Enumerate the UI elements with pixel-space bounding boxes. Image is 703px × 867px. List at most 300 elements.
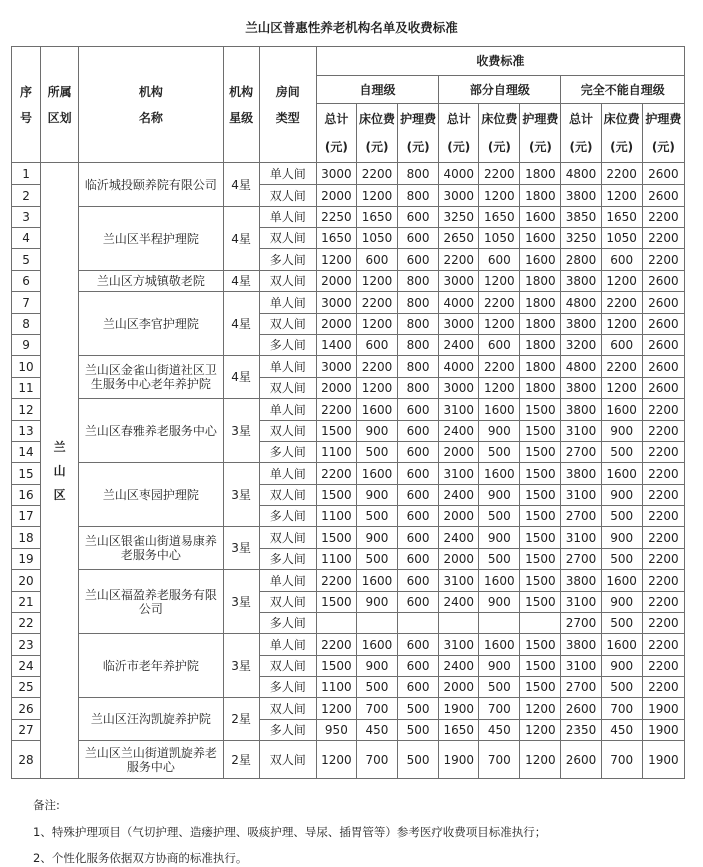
fee-cell: 800 bbox=[398, 335, 439, 356]
fee-cell: 2000 bbox=[316, 271, 356, 292]
fee-cell: 900 bbox=[356, 656, 397, 677]
fee-cell: 2400 bbox=[439, 485, 479, 506]
fee-cell: 2200 bbox=[316, 463, 356, 485]
fee-column-unit: (元) bbox=[406, 140, 430, 154]
institution-name bbox=[79, 634, 223, 698]
room-type: 多人间 bbox=[259, 442, 316, 463]
fee-column-label: 护理费 bbox=[522, 112, 559, 126]
fee-cell: 900 bbox=[356, 527, 397, 549]
fee-cell: 2200 bbox=[642, 399, 684, 421]
fee-cell: 600 bbox=[398, 656, 439, 677]
fee-cell: 1500 bbox=[520, 527, 561, 549]
institution-name-line: 兰山区方城镇敬老院 bbox=[96, 274, 205, 288]
institution-name-line: 兰山区金雀山街道社区卫 bbox=[84, 363, 217, 377]
row-number: 13 bbox=[12, 421, 41, 442]
fee-cell: 600 bbox=[398, 485, 439, 506]
fee-cell: 500 bbox=[356, 442, 397, 463]
fee-cell: 3100 bbox=[439, 570, 479, 592]
room-type: 双人间 bbox=[259, 378, 316, 399]
fee-cell: 2200 bbox=[642, 549, 684, 570]
fee-cell: 3800 bbox=[561, 399, 601, 421]
row-number: 25 bbox=[12, 677, 41, 698]
fee-cell: 900 bbox=[356, 592, 397, 613]
fee-cell: 900 bbox=[601, 592, 642, 613]
district-cell bbox=[41, 163, 79, 779]
fee-cell: 900 bbox=[601, 421, 642, 442]
fee-cell: 1650 bbox=[316, 228, 356, 249]
institution-name-line: 兰山区半程护理院 bbox=[102, 231, 199, 246]
fee-column-label: 床位费 bbox=[481, 112, 518, 126]
room-header-text: 类型 bbox=[275, 110, 300, 125]
fee-cell: 2600 bbox=[642, 185, 684, 207]
fee-cell: 3800 bbox=[561, 570, 601, 592]
group-header: 完全不能自理级 bbox=[561, 76, 685, 104]
fee-cell: 2700 bbox=[561, 677, 601, 698]
district-char: 兰 bbox=[53, 439, 66, 454]
row-number: 14 bbox=[12, 442, 41, 463]
fee-cell: 800 bbox=[398, 163, 439, 185]
institution-name-line: 生服务中心老年养护院 bbox=[90, 377, 211, 391]
room-type: 单人间 bbox=[259, 399, 316, 421]
fee-cell: 2200 bbox=[601, 292, 642, 314]
fee-cell: 600 bbox=[398, 527, 439, 549]
fee-cell: 3000 bbox=[439, 314, 479, 335]
row-number: 10 bbox=[12, 356, 41, 378]
fee-cell: 600 bbox=[398, 570, 439, 592]
institution-name-line: 兰山区汪沟凯旋养护院 bbox=[90, 712, 211, 726]
fee-cell: 500 bbox=[479, 549, 520, 570]
room-type: 多人间 bbox=[259, 549, 316, 570]
fee-cell: 500 bbox=[601, 549, 642, 570]
fee-cell: 2200 bbox=[642, 527, 684, 549]
fee-cell: 800 bbox=[398, 314, 439, 335]
fee-cell: 1500 bbox=[520, 592, 561, 613]
fee-cell: 1200 bbox=[356, 185, 397, 207]
fee-cell: 2200 bbox=[642, 677, 684, 698]
fee-cell: 1650 bbox=[439, 720, 479, 741]
fee-cell: 1600 bbox=[356, 463, 397, 485]
institution-rating: 4星 bbox=[223, 163, 259, 207]
fee-cell: 2700 bbox=[561, 549, 601, 570]
fee-cell: 1100 bbox=[316, 677, 356, 698]
row-number: 18 bbox=[12, 527, 41, 549]
fee-cell: 1200 bbox=[601, 378, 642, 399]
fee-cell: 2200 bbox=[601, 163, 642, 185]
table-row bbox=[12, 399, 685, 421]
name-header-text: 名称 bbox=[138, 110, 163, 125]
fee-cell: 2650 bbox=[439, 228, 479, 249]
fee-cell: 3800 bbox=[561, 314, 601, 335]
fee-cell: 600 bbox=[398, 228, 439, 249]
fee-cell: 3000 bbox=[439, 185, 479, 207]
table-row bbox=[12, 527, 685, 549]
fee-cell: 2200 bbox=[642, 613, 684, 634]
row-number: 8 bbox=[12, 314, 41, 335]
fee-column-header bbox=[520, 104, 561, 163]
fee-cell: 800 bbox=[398, 292, 439, 314]
fee-cell: 1800 bbox=[520, 335, 561, 356]
institution-name-line: 兰山区兰山街道凯旋养老 bbox=[84, 745, 217, 760]
fee-column-unit: (元) bbox=[447, 140, 471, 154]
fee-cell: 3200 bbox=[561, 335, 601, 356]
table-row bbox=[12, 698, 685, 720]
fee-cell: 2400 bbox=[439, 592, 479, 613]
fee-cell: 1650 bbox=[479, 207, 520, 228]
institution-name-line: 兰山区春雅养老服务中心 bbox=[84, 423, 217, 438]
room-type: 单人间 bbox=[259, 292, 316, 314]
seq-header bbox=[12, 47, 41, 163]
fee-column-unit: (元) bbox=[528, 140, 552, 154]
institution-name bbox=[79, 741, 223, 779]
fee-cell: 1100 bbox=[316, 549, 356, 570]
group-header: 部分自理级 bbox=[439, 76, 561, 104]
fee-cell: 3100 bbox=[561, 485, 601, 506]
fee-cell bbox=[316, 613, 356, 634]
rating-header-text: 星级 bbox=[229, 110, 254, 125]
table-row bbox=[12, 741, 685, 779]
row-number: 19 bbox=[12, 549, 41, 570]
fee-cell: 2200 bbox=[479, 356, 520, 378]
fee-cell: 1200 bbox=[601, 271, 642, 292]
institution-name-line: 兰山区李官护理院 bbox=[102, 316, 199, 331]
table-row bbox=[12, 163, 685, 185]
fee-cell: 2000 bbox=[439, 677, 479, 698]
institution-rating: 4星 bbox=[223, 271, 259, 292]
fee-cell: 600 bbox=[398, 592, 439, 613]
fee-cell: 2000 bbox=[316, 314, 356, 335]
fee-cell: 600 bbox=[356, 335, 397, 356]
fee-cell: 1500 bbox=[316, 485, 356, 506]
fee-cell: 1500 bbox=[316, 592, 356, 613]
fee-cell: 1800 bbox=[520, 314, 561, 335]
institution-name bbox=[79, 570, 223, 634]
row-number: 23 bbox=[12, 634, 41, 656]
institution-rating: 4星 bbox=[223, 356, 259, 399]
fee-cell: 500 bbox=[479, 506, 520, 527]
fee-cell: 1600 bbox=[479, 634, 520, 656]
fee-cell: 2000 bbox=[439, 506, 479, 527]
fee-cell: 3800 bbox=[561, 463, 601, 485]
fee-cell: 3000 bbox=[316, 292, 356, 314]
fee-cell: 1050 bbox=[479, 228, 520, 249]
fee-cell: 2700 bbox=[561, 613, 601, 634]
fee-column-header bbox=[479, 104, 520, 163]
fee-cell: 2200 bbox=[642, 592, 684, 613]
row-number: 28 bbox=[12, 741, 41, 779]
fee-column-unit: (元) bbox=[651, 140, 675, 154]
fee-cell: 3100 bbox=[561, 527, 601, 549]
fee-cell: 600 bbox=[398, 549, 439, 570]
institution-name-line: 服务中心 bbox=[126, 759, 175, 774]
fee-table bbox=[11, 46, 685, 779]
fee-cell: 1200 bbox=[520, 698, 561, 720]
institution-name-line: 临沂市老年养护院 bbox=[102, 658, 199, 673]
room-type: 双人间 bbox=[259, 592, 316, 613]
fee-cell: 1200 bbox=[479, 314, 520, 335]
fee-cell: 2200 bbox=[356, 356, 397, 378]
fee-cell: 1500 bbox=[520, 442, 561, 463]
fee-cell: 500 bbox=[356, 677, 397, 698]
row-number: 24 bbox=[12, 656, 41, 677]
row-number: 3 bbox=[12, 207, 41, 228]
fee-cell: 600 bbox=[601, 335, 642, 356]
fee-cell: 2200 bbox=[316, 634, 356, 656]
fee-cell: 1800 bbox=[520, 292, 561, 314]
fee-cell: 1200 bbox=[356, 271, 397, 292]
fee-cell: 800 bbox=[398, 378, 439, 399]
fee-cell: 500 bbox=[398, 698, 439, 720]
fee-cell: 3000 bbox=[316, 163, 356, 185]
fee-column-label: 床位费 bbox=[603, 112, 640, 126]
rating-header-text: 机构 bbox=[229, 84, 254, 99]
fee-cell: 1200 bbox=[479, 185, 520, 207]
fee-cell: 2400 bbox=[439, 527, 479, 549]
fee-cell: 1600 bbox=[356, 570, 397, 592]
fee-column-label: 床位费 bbox=[358, 112, 395, 126]
fee-cell: 700 bbox=[601, 741, 642, 779]
fee-cell: 1800 bbox=[520, 356, 561, 378]
fee-cell: 2200 bbox=[642, 249, 684, 271]
fee-cell: 500 bbox=[398, 741, 439, 779]
fee-cell: 2600 bbox=[642, 314, 684, 335]
fee-cell: 2400 bbox=[439, 656, 479, 677]
fee-cell: 2600 bbox=[642, 163, 684, 185]
header-row bbox=[12, 47, 685, 76]
fee-cell: 500 bbox=[398, 720, 439, 741]
fee-cell: 900 bbox=[356, 421, 397, 442]
fee-cell: 2600 bbox=[642, 378, 684, 399]
fee-cell: 2600 bbox=[642, 292, 684, 314]
fee-cell: 500 bbox=[356, 549, 397, 570]
fee-cell: 4000 bbox=[439, 163, 479, 185]
fee-cell: 1900 bbox=[642, 741, 684, 779]
row-number: 22 bbox=[12, 613, 41, 634]
row-number: 20 bbox=[12, 570, 41, 592]
fee-cell: 1900 bbox=[439, 741, 479, 779]
fee-cell: 1900 bbox=[642, 720, 684, 741]
fee-cell: 1200 bbox=[316, 249, 356, 271]
fee-cell: 1600 bbox=[479, 463, 520, 485]
fee-cell: 1500 bbox=[316, 527, 356, 549]
row-number: 16 bbox=[12, 485, 41, 506]
row-number: 4 bbox=[12, 228, 41, 249]
table-row bbox=[12, 207, 685, 228]
fee-cell: 2350 bbox=[561, 720, 601, 741]
fee-cell: 450 bbox=[601, 720, 642, 741]
fee-cell: 900 bbox=[601, 656, 642, 677]
fee-cell: 2200 bbox=[356, 292, 397, 314]
fee-cell: 2800 bbox=[561, 249, 601, 271]
fee-cell: 1200 bbox=[356, 378, 397, 399]
fee-cell: 3800 bbox=[561, 271, 601, 292]
fee-cell: 1500 bbox=[520, 634, 561, 656]
room-type: 多人间 bbox=[259, 506, 316, 527]
district-header-text: 区划 bbox=[47, 110, 72, 125]
fee-cell: 1200 bbox=[601, 185, 642, 207]
institution-rating: 3星 bbox=[223, 634, 259, 698]
institution-rating: 2星 bbox=[223, 741, 259, 779]
fee-cell: 3100 bbox=[439, 634, 479, 656]
institution-name bbox=[79, 271, 223, 292]
fee-cell bbox=[520, 613, 561, 634]
institution-name bbox=[79, 356, 223, 399]
fee-cell: 1200 bbox=[316, 698, 356, 720]
fee-cell: 1200 bbox=[520, 741, 561, 779]
fee-cell: 800 bbox=[398, 185, 439, 207]
institution-name bbox=[79, 463, 223, 527]
fee-cell: 1500 bbox=[316, 421, 356, 442]
row-number: 9 bbox=[12, 335, 41, 356]
group-header: 自理级 bbox=[316, 76, 438, 104]
row-number: 7 bbox=[12, 292, 41, 314]
fee-cell: 2200 bbox=[642, 634, 684, 656]
fee-cell: 900 bbox=[601, 485, 642, 506]
fee-cell: 2200 bbox=[642, 207, 684, 228]
fee-cell: 2200 bbox=[642, 485, 684, 506]
fee-cell: 600 bbox=[398, 677, 439, 698]
fee-cell: 2200 bbox=[316, 399, 356, 421]
table-header bbox=[12, 47, 685, 163]
fee-cell: 3000 bbox=[439, 271, 479, 292]
fee-column-label: 总计 bbox=[324, 112, 349, 126]
fee-cell: 3000 bbox=[439, 378, 479, 399]
table-row bbox=[12, 463, 685, 485]
fee-cell: 1500 bbox=[520, 421, 561, 442]
fee-cell: 1800 bbox=[520, 378, 561, 399]
fee-cell: 4000 bbox=[439, 292, 479, 314]
row-number: 26 bbox=[12, 698, 41, 720]
fee-cell: 2200 bbox=[642, 656, 684, 677]
room-type: 双人间 bbox=[259, 698, 316, 720]
fee-cell: 600 bbox=[601, 249, 642, 271]
fee-cell: 700 bbox=[479, 698, 520, 720]
fee-cell: 500 bbox=[601, 677, 642, 698]
institution-name bbox=[79, 527, 223, 570]
fee-cell: 2700 bbox=[561, 442, 601, 463]
fee-cell: 2200 bbox=[479, 163, 520, 185]
fee-cell: 600 bbox=[398, 506, 439, 527]
fee-cell: 600 bbox=[356, 249, 397, 271]
fee-cell: 2250 bbox=[316, 207, 356, 228]
institution-name bbox=[79, 207, 223, 271]
fee-column-unit: (元) bbox=[569, 140, 593, 154]
fee-cell: 1200 bbox=[601, 314, 642, 335]
notes-label: 备注: bbox=[33, 798, 60, 812]
fee-cell: 1200 bbox=[316, 741, 356, 779]
institution-name bbox=[79, 163, 223, 207]
room-type: 双人间 bbox=[259, 485, 316, 506]
room-type: 多人间 bbox=[259, 720, 316, 741]
fee-cell: 2200 bbox=[642, 570, 684, 592]
fee-cell: 900 bbox=[356, 485, 397, 506]
room-type: 双人间 bbox=[259, 185, 316, 207]
fee-cell bbox=[398, 613, 439, 634]
fee-cell: 1600 bbox=[520, 249, 561, 271]
institution-name-line: 公司 bbox=[138, 601, 163, 616]
table-row bbox=[12, 356, 685, 378]
rating-header bbox=[223, 47, 259, 163]
fee-cell: 900 bbox=[601, 527, 642, 549]
fee-cell: 1100 bbox=[316, 442, 356, 463]
fee-cell: 2600 bbox=[642, 356, 684, 378]
fee-cell: 1600 bbox=[601, 570, 642, 592]
room-type: 双人间 bbox=[259, 741, 316, 779]
institution-name bbox=[79, 698, 223, 741]
fee-cell: 500 bbox=[479, 442, 520, 463]
fee-cell: 1600 bbox=[601, 634, 642, 656]
fee-cell: 2200 bbox=[642, 463, 684, 485]
fee-cell: 1500 bbox=[520, 463, 561, 485]
district-char: 山 bbox=[53, 463, 66, 478]
district-header bbox=[41, 47, 79, 163]
fee-cell: 1500 bbox=[520, 399, 561, 421]
fee-cell: 4800 bbox=[561, 292, 601, 314]
fee-cell: 1600 bbox=[520, 228, 561, 249]
institution-rating: 3星 bbox=[223, 527, 259, 570]
fee-cell: 1500 bbox=[520, 549, 561, 570]
district-header-text: 所属 bbox=[47, 84, 72, 99]
fee-cell: 1100 bbox=[316, 506, 356, 527]
fee-cell: 3800 bbox=[561, 378, 601, 399]
fee-cell: 2200 bbox=[642, 228, 684, 249]
institution-name-line: 兰山区福盈养老服务有限 bbox=[84, 587, 217, 602]
fee-cell: 1400 bbox=[316, 335, 356, 356]
institution-name-line: 临沂城投颐养院有限公司 bbox=[84, 177, 217, 192]
fee-cell: 3100 bbox=[561, 656, 601, 677]
fee-column-header bbox=[642, 104, 684, 163]
fee-cell: 3250 bbox=[439, 207, 479, 228]
fee-cell: 3800 bbox=[561, 185, 601, 207]
fee-cell: 1050 bbox=[356, 228, 397, 249]
institution-rating: 2星 bbox=[223, 698, 259, 741]
room-type: 双人间 bbox=[259, 527, 316, 549]
fee-cell: 600 bbox=[398, 399, 439, 421]
fee-cell: 1800 bbox=[520, 185, 561, 207]
institution-rating: 4星 bbox=[223, 292, 259, 356]
fee-cell: 1200 bbox=[520, 720, 561, 741]
fee-column-header bbox=[398, 104, 439, 163]
fee-cell: 1600 bbox=[479, 570, 520, 592]
fee-cell: 1050 bbox=[601, 228, 642, 249]
fee-cell: 2200 bbox=[642, 442, 684, 463]
fee-cell: 2000 bbox=[439, 442, 479, 463]
fee-cell: 2600 bbox=[561, 698, 601, 720]
room-type: 双人间 bbox=[259, 656, 316, 677]
fee-standard-header: 收费标准 bbox=[316, 47, 684, 76]
fee-cell: 500 bbox=[356, 506, 397, 527]
fee-cell: 1600 bbox=[356, 634, 397, 656]
fee-column-label: 护理费 bbox=[400, 112, 437, 126]
note-item: 2、个性化服务依据双方协商的标准执行。 bbox=[33, 851, 248, 865]
row-number: 5 bbox=[12, 249, 41, 271]
row-number: 1 bbox=[12, 163, 41, 185]
fee-cell: 3100 bbox=[561, 421, 601, 442]
fee-cell: 1500 bbox=[520, 485, 561, 506]
room-type: 双人间 bbox=[259, 421, 316, 442]
fee-column-header bbox=[561, 104, 601, 163]
fee-cell: 3850 bbox=[561, 207, 601, 228]
fee-cell: 1900 bbox=[642, 698, 684, 720]
fee-cell: 500 bbox=[601, 506, 642, 527]
fee-cell: 2400 bbox=[439, 335, 479, 356]
fee-cell: 1600 bbox=[356, 399, 397, 421]
institution-name bbox=[79, 399, 223, 463]
room-type: 多人间 bbox=[259, 249, 316, 271]
fee-cell: 2000 bbox=[316, 185, 356, 207]
fee-cell bbox=[439, 613, 479, 634]
fee-cell: 450 bbox=[356, 720, 397, 741]
institution-name-line: 老服务中心 bbox=[120, 548, 181, 562]
